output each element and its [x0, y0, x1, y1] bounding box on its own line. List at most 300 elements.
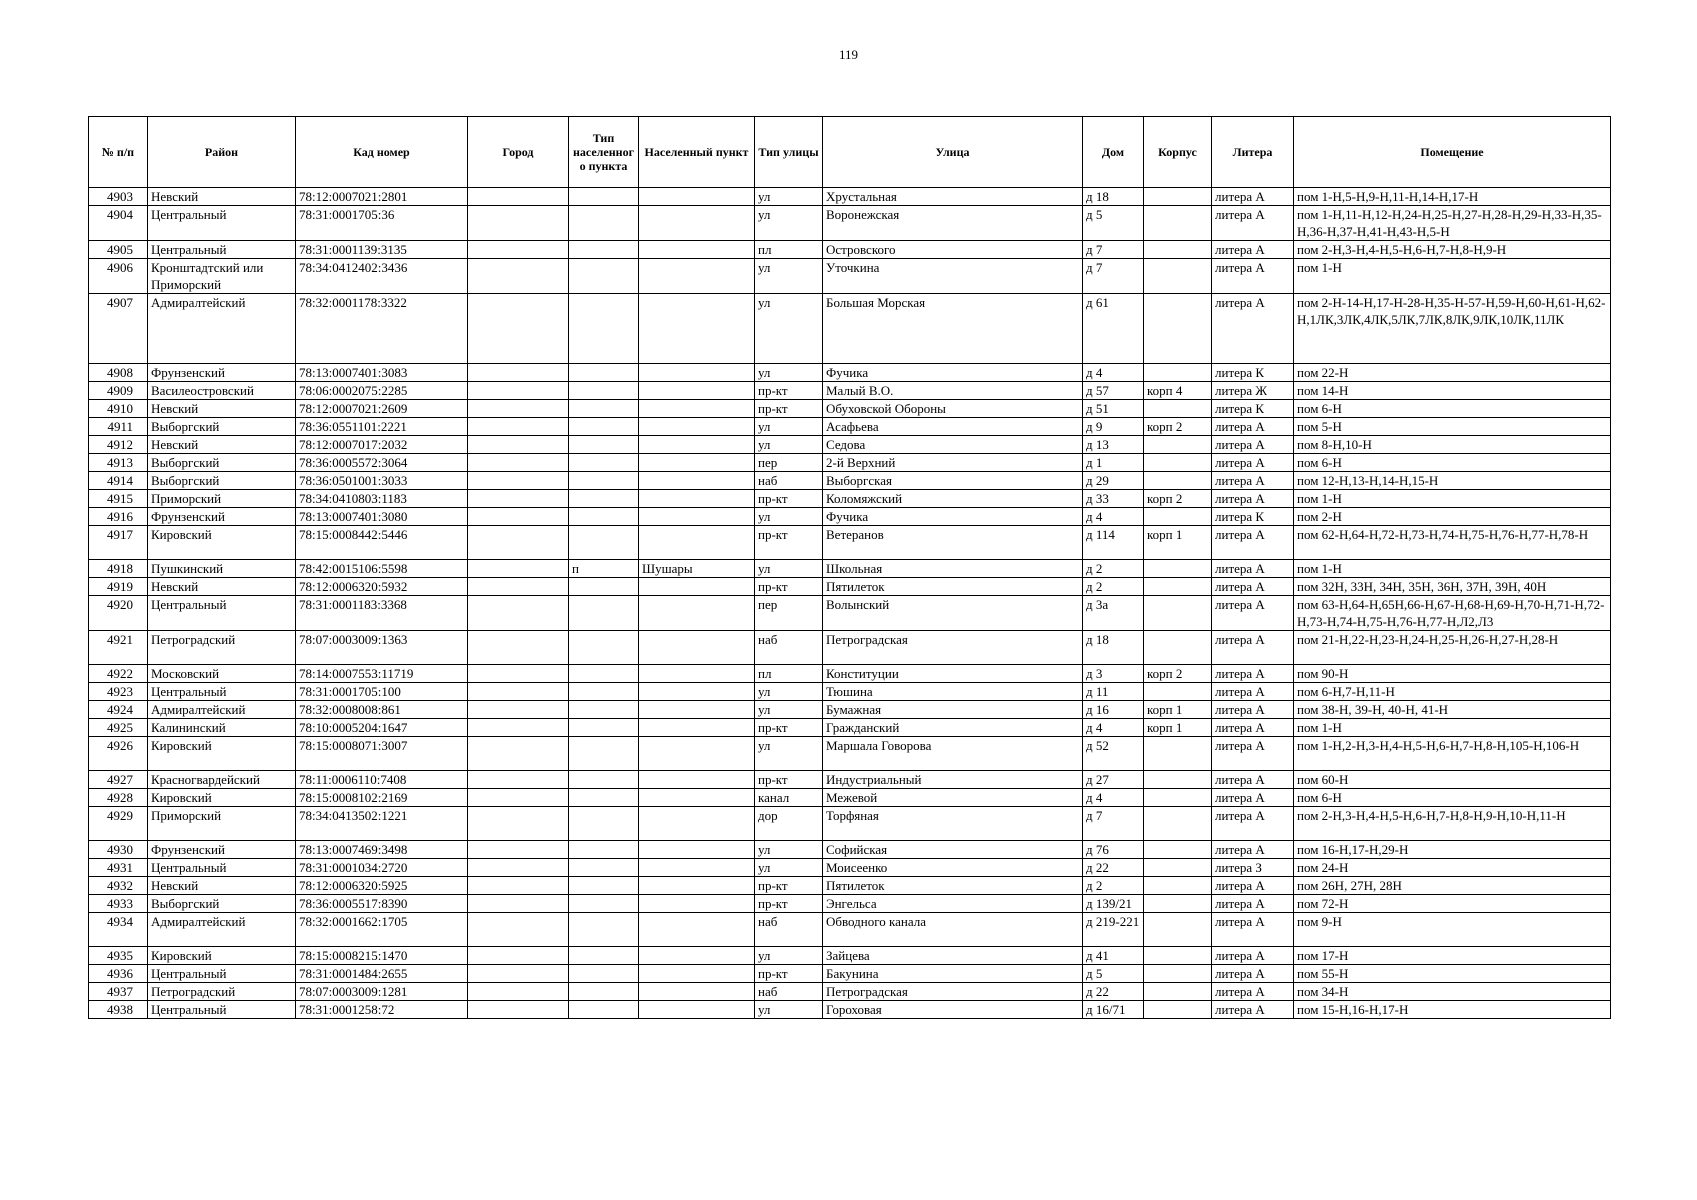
cell-cadastral-number: 78:15:0008071:3007: [296, 737, 468, 771]
cell-district: Петроградский: [148, 983, 296, 1001]
cell-letter: литера А: [1212, 737, 1294, 771]
cell-letter: литера К: [1212, 400, 1294, 418]
cell-settlement-type: [569, 259, 639, 294]
cell-street-type: ул: [755, 1001, 823, 1019]
cell-row-num: 4908: [89, 364, 148, 382]
cell-letter: литера А: [1212, 895, 1294, 913]
cell-district: Центральный: [148, 1001, 296, 1019]
cell-house: д 22: [1083, 983, 1144, 1001]
cell-row-num: 4932: [89, 877, 148, 895]
cell-premises: пом 1-Н,11-Н,12-Н,24-Н,25-Н,27-Н,28-Н,29-Н,33-Н,35-Н,36-Н,37-Н,41-Н,43-Н,5-Н: [1294, 206, 1611, 241]
cell-city: [468, 683, 569, 701]
cell-street: Школьная: [823, 560, 1083, 578]
cell-settlement: [639, 578, 755, 596]
cell-settlement: [639, 188, 755, 206]
cell-premises: пом 62-Н,64-Н,72-Н,73-Н,74-Н,75-Н,76-Н,77-Н,78-Н: [1294, 526, 1611, 560]
cell-row-num: 4907: [89, 294, 148, 364]
cell-street: Обуховской Обороны: [823, 400, 1083, 418]
cell-premises: пом 6-Н: [1294, 789, 1611, 807]
cell-street: Ветеранов: [823, 526, 1083, 560]
cell-settlement: [639, 789, 755, 807]
cell-letter: литера А: [1212, 701, 1294, 719]
cell-settlement: [639, 382, 755, 400]
cell-cadastral-number: 78:31:0001183:3368: [296, 596, 468, 631]
cell-letter: литера А: [1212, 631, 1294, 665]
table-row: [89, 436, 1611, 454]
cell-district: Невский: [148, 578, 296, 596]
cell-street-type: пр-кт: [755, 490, 823, 508]
cell-district: Адмиралтейский: [148, 294, 296, 364]
cell-cadastral-number: 78:31:0001705:100: [296, 683, 468, 701]
cell-street: Островского: [823, 241, 1083, 259]
cell-settlement-type: [569, 895, 639, 913]
cell-settlement: [639, 631, 755, 665]
cell-city: [468, 895, 569, 913]
cell-building: [1144, 508, 1212, 526]
cell-settlement: [639, 841, 755, 859]
cell-street: Гороховая: [823, 1001, 1083, 1019]
cell-settlement: [639, 526, 755, 560]
cell-building: корп 1: [1144, 526, 1212, 560]
cell-cadastral-number: 78:15:0008215:1470: [296, 947, 468, 965]
cell-house: д 18: [1083, 631, 1144, 665]
cell-settlement: [639, 895, 755, 913]
cell-district: Центральный: [148, 596, 296, 631]
table-row: [89, 859, 1611, 877]
cell-district: Фрунзенский: [148, 841, 296, 859]
cell-premises: пом 24-Н: [1294, 859, 1611, 877]
cell-row-num: 4921: [89, 631, 148, 665]
cell-cadastral-number: 78:34:0410803:1183: [296, 490, 468, 508]
cell-premises: пом 6-Н: [1294, 400, 1611, 418]
cell-street-type: пр-кт: [755, 719, 823, 737]
cell-settlement-type: [569, 436, 639, 454]
cell-row-num: 4934: [89, 913, 148, 947]
cell-house: д 57: [1083, 382, 1144, 400]
cell-row-num: 4937: [89, 983, 148, 1001]
cell-cadastral-number: 78:42:0015106:5598: [296, 560, 468, 578]
cell-district: Фрунзенский: [148, 364, 296, 382]
cell-letter: литера А: [1212, 983, 1294, 1001]
cell-district: Центральный: [148, 965, 296, 983]
cell-premises: пом 14-Н: [1294, 382, 1611, 400]
cell-settlement-type: [569, 418, 639, 436]
cell-district: Адмиралтейский: [148, 913, 296, 947]
cell-settlement: [639, 1001, 755, 1019]
cell-street-type: ул: [755, 701, 823, 719]
cell-street: Фучика: [823, 364, 1083, 382]
cell-house: д 4: [1083, 508, 1144, 526]
cell-district: Кировский: [148, 789, 296, 807]
cell-cadastral-number: 78:32:0001662:1705: [296, 913, 468, 947]
cell-cadastral-number: 78:06:0002075:2285: [296, 382, 468, 400]
cell-row-num: 4920: [89, 596, 148, 631]
cell-settlement-type: [569, 1001, 639, 1019]
cell-house: д 76: [1083, 841, 1144, 859]
cell-street-type: ул: [755, 294, 823, 364]
cell-street-type: канал: [755, 789, 823, 807]
cell-street-type: наб: [755, 631, 823, 665]
cell-house: д 1: [1083, 454, 1144, 472]
cell-letter: литера Ж: [1212, 382, 1294, 400]
cell-district: Выборгский: [148, 454, 296, 472]
cell-cadastral-number: 78:31:0001258:72: [296, 1001, 468, 1019]
cell-district: Кировский: [148, 737, 296, 771]
cell-row-num: 4909: [89, 382, 148, 400]
table-row: [89, 508, 1611, 526]
cell-letter: литера А: [1212, 913, 1294, 947]
cell-row-num: 4933: [89, 895, 148, 913]
header-house: Дом: [1083, 117, 1144, 188]
cell-settlement: [639, 701, 755, 719]
cell-settlement-type: [569, 526, 639, 560]
table-row: [89, 526, 1611, 560]
cell-city: [468, 789, 569, 807]
cell-street: Энгельса: [823, 895, 1083, 913]
cell-district: Невский: [148, 436, 296, 454]
cell-settlement: [639, 807, 755, 841]
cell-street-type: ул: [755, 841, 823, 859]
cell-city: [468, 983, 569, 1001]
cell-premises: пом 1-Н,5-Н,9-Н,11-Н,14-Н,17-Н: [1294, 188, 1611, 206]
cell-building: [1144, 596, 1212, 631]
table-row: [89, 188, 1611, 206]
cell-house: д 13: [1083, 436, 1144, 454]
cell-city: [468, 737, 569, 771]
cell-district: Приморский: [148, 490, 296, 508]
cell-settlement: [639, 683, 755, 701]
cell-city: [468, 560, 569, 578]
cell-street: Большая Морская: [823, 294, 1083, 364]
cell-cadastral-number: 78:34:0412402:3436: [296, 259, 468, 294]
cell-district: Выборгский: [148, 895, 296, 913]
cell-premises: пом 2-Н-14-Н,17-Н-28-Н,35-Н-57-Н,59-Н,60-Н,61-Н,62-Н,1ЛК,3ЛК,4ЛК,5ЛК,7ЛК,8ЛК,9ЛК,10ЛК,11ЛК: [1294, 294, 1611, 364]
cell-settlement: [639, 665, 755, 683]
cell-street-type: ул: [755, 259, 823, 294]
cell-letter: литера А: [1212, 965, 1294, 983]
cell-premises: пом 17-Н: [1294, 947, 1611, 965]
header-settlement-type: Тип населенного пункта: [569, 117, 639, 188]
cell-premises: пом 90-Н: [1294, 665, 1611, 683]
cell-district: Калининский: [148, 719, 296, 737]
cell-settlement-type: [569, 631, 639, 665]
cell-district: Пушкинский: [148, 560, 296, 578]
table-row: [89, 771, 1611, 789]
cell-house: д 18: [1083, 188, 1144, 206]
premises-table: [88, 116, 1611, 1019]
cell-city: [468, 508, 569, 526]
cell-building: [1144, 947, 1212, 965]
cell-row-num: 4935: [89, 947, 148, 965]
cell-settlement-type: [569, 913, 639, 947]
cell-house: д 5: [1083, 206, 1144, 241]
cell-street: Бакунина: [823, 965, 1083, 983]
page-number: 119: [838, 47, 859, 62]
cell-row-num: 4929: [89, 807, 148, 841]
cell-district: Невский: [148, 188, 296, 206]
cell-premises: пом 12-Н,13-Н,14-Н,15-Н: [1294, 472, 1611, 490]
cell-street-type: ул: [755, 508, 823, 526]
cell-settlement-type: п: [569, 560, 639, 578]
cell-house: д 7: [1083, 259, 1144, 294]
cell-row-num: 4927: [89, 771, 148, 789]
cell-premises: пом 15-Н,16-Н,17-Н: [1294, 1001, 1611, 1019]
cell-building: [1144, 913, 1212, 947]
cell-settlement-type: [569, 947, 639, 965]
cell-city: [468, 665, 569, 683]
cell-settlement-type: [569, 364, 639, 382]
cell-house: д 9: [1083, 418, 1144, 436]
cell-street-type: пр-кт: [755, 578, 823, 596]
cell-settlement: [639, 400, 755, 418]
cell-settlement: [639, 859, 755, 877]
cell-district: Фрунзенский: [148, 508, 296, 526]
cell-settlement-type: [569, 877, 639, 895]
cell-city: [468, 364, 569, 382]
cell-row-num: 4913: [89, 454, 148, 472]
cell-cadastral-number: 78:12:0006320:5932: [296, 578, 468, 596]
cell-row-num: 4903: [89, 188, 148, 206]
cell-street-type: пр-кт: [755, 965, 823, 983]
cell-cadastral-number: 78:32:0008008:861: [296, 701, 468, 719]
table-row: [89, 913, 1611, 947]
cell-letter: литера А: [1212, 665, 1294, 683]
cell-building: [1144, 737, 1212, 771]
cell-house: д 4: [1083, 719, 1144, 737]
cell-settlement-type: [569, 508, 639, 526]
cell-building: корп 2: [1144, 418, 1212, 436]
cell-letter: литера А: [1212, 188, 1294, 206]
cell-building: [1144, 683, 1212, 701]
header-premises: Помещение: [1294, 117, 1611, 188]
header-num: № п/п: [89, 117, 148, 188]
cell-premises: пом 1-Н: [1294, 490, 1611, 508]
table-row: [89, 841, 1611, 859]
cell-building: [1144, 364, 1212, 382]
cell-cadastral-number: 78:31:0001705:36: [296, 206, 468, 241]
cell-settlement-type: [569, 683, 639, 701]
cell-street: Зайцева: [823, 947, 1083, 965]
table-row: [89, 807, 1611, 841]
header-street-type: Тип улицы: [755, 117, 823, 188]
cell-settlement: [639, 241, 755, 259]
cell-settlement-type: [569, 859, 639, 877]
table-row: [89, 947, 1611, 965]
cell-street-type: пр-кт: [755, 400, 823, 418]
table-row: [89, 1001, 1611, 1019]
cell-row-num: 4912: [89, 436, 148, 454]
cell-district: Центральный: [148, 241, 296, 259]
header-row: [89, 117, 1611, 188]
cell-city: [468, 454, 569, 472]
cell-letter: литера К: [1212, 364, 1294, 382]
cell-street-type: ул: [755, 859, 823, 877]
cell-building: корп 1: [1144, 701, 1212, 719]
cell-street-type: пер: [755, 454, 823, 472]
cell-city: [468, 596, 569, 631]
cell-district: Выборгский: [148, 472, 296, 490]
cell-settlement-type: [569, 454, 639, 472]
cell-building: корп 2: [1144, 665, 1212, 683]
cell-district: Центральный: [148, 683, 296, 701]
cell-street: Обводного канала: [823, 913, 1083, 947]
cell-street: Фучика: [823, 508, 1083, 526]
cell-cadastral-number: 78:15:0008102:2169: [296, 789, 468, 807]
cell-building: [1144, 560, 1212, 578]
cell-street-type: ул: [755, 560, 823, 578]
cell-city: [468, 241, 569, 259]
cell-building: [1144, 877, 1212, 895]
cell-city: [468, 436, 569, 454]
cell-letter: литера А: [1212, 241, 1294, 259]
cell-settlement: [639, 206, 755, 241]
cell-premises: пом 38-Н, 39-Н, 40-Н, 41-Н: [1294, 701, 1611, 719]
cell-settlement-type: [569, 382, 639, 400]
cell-building: [1144, 400, 1212, 418]
cell-house: д 16/71: [1083, 1001, 1144, 1019]
cell-cadastral-number: 78:15:0008442:5446: [296, 526, 468, 560]
cell-cadastral-number: 78:34:0413502:1221: [296, 807, 468, 841]
cell-street-type: ул: [755, 188, 823, 206]
cell-street-type: пл: [755, 665, 823, 683]
cell-street-type: пр-кт: [755, 895, 823, 913]
cell-premises: пом 16-Н,17-Н,29-Н: [1294, 841, 1611, 859]
cell-street-type: пр-кт: [755, 382, 823, 400]
header-building: Корпус: [1144, 117, 1212, 188]
cell-letter: литера А: [1212, 596, 1294, 631]
table-row: [89, 701, 1611, 719]
cell-letter: литера А: [1212, 418, 1294, 436]
cell-house: д 7: [1083, 807, 1144, 841]
cell-building: [1144, 965, 1212, 983]
cell-row-num: 4911: [89, 418, 148, 436]
table-row: [89, 400, 1611, 418]
cell-cadastral-number: 78:13:0007401:3083: [296, 364, 468, 382]
table-row: [89, 683, 1611, 701]
cell-premises: пом 63-Н,64-Н,65Н,66-Н,67-Н,68-Н,69-Н,70-Н,71-Н,72-Н,73-Н,74-Н,75-Н,76-Н,77-Н,Л2,Л3: [1294, 596, 1611, 631]
cell-city: [468, 294, 569, 364]
cell-premises: пом 32Н, 33Н, 34Н, 35Н, 36Н, 37Н, 39Н, 40Н: [1294, 578, 1611, 596]
table-row: [89, 965, 1611, 983]
table-row: [89, 665, 1611, 683]
cell-settlement: [639, 737, 755, 771]
cell-premises: пом 1-Н,2-Н,3-Н,4-Н,5-Н,6-Н,7-Н,8-Н,105-Н,106-Н: [1294, 737, 1611, 771]
cell-row-num: 4928: [89, 789, 148, 807]
cell-city: [468, 259, 569, 294]
cell-row-num: 4930: [89, 841, 148, 859]
cell-premises: пом 5-Н: [1294, 418, 1611, 436]
cell-building: [1144, 294, 1212, 364]
cell-building: [1144, 631, 1212, 665]
cell-letter: литера А: [1212, 454, 1294, 472]
cell-house: д 27: [1083, 771, 1144, 789]
cell-street: Моисеенко: [823, 859, 1083, 877]
cell-city: [468, 418, 569, 436]
cell-street: Выборгская: [823, 472, 1083, 490]
cell-premises: пом 1-Н: [1294, 259, 1611, 294]
cell-settlement-type: [569, 789, 639, 807]
cell-settlement: [639, 364, 755, 382]
cell-cadastral-number: 78:13:0007401:3080: [296, 508, 468, 526]
cell-house: д 33: [1083, 490, 1144, 508]
cell-premises: пом 2-Н: [1294, 508, 1611, 526]
cell-cadastral-number: 78:12:0007017:2032: [296, 436, 468, 454]
cell-house: д 2: [1083, 560, 1144, 578]
cell-city: [468, 807, 569, 841]
cell-settlement-type: [569, 665, 639, 683]
cell-house: д 2: [1083, 877, 1144, 895]
cell-premises: пом 2-Н,3-Н,4-Н,5-Н,6-Н,7-Н,8-Н,9-Н: [1294, 241, 1611, 259]
cell-settlement: [639, 771, 755, 789]
cell-premises: пом 22-Н: [1294, 364, 1611, 382]
cell-row-num: 4925: [89, 719, 148, 737]
cell-street: 2-й Верхний: [823, 454, 1083, 472]
cell-letter: литера А: [1212, 841, 1294, 859]
cell-letter: литера З: [1212, 859, 1294, 877]
cell-cadastral-number: 78:31:0001034:2720: [296, 859, 468, 877]
cell-row-num: 4910: [89, 400, 148, 418]
cell-settlement: [639, 259, 755, 294]
cell-letter: литера А: [1212, 490, 1294, 508]
cell-street-type: пр-кт: [755, 877, 823, 895]
cell-district: Кронштадтский или Приморский: [148, 259, 296, 294]
cell-city: [468, 206, 569, 241]
cell-street-type: дор: [755, 807, 823, 841]
cell-city: [468, 631, 569, 665]
cell-premises: пом 6-Н,7-Н,11-Н: [1294, 683, 1611, 701]
cell-building: [1144, 1001, 1212, 1019]
cell-premises: пом 26Н, 27Н, 28Н: [1294, 877, 1611, 895]
cell-building: [1144, 472, 1212, 490]
table-header: [89, 117, 1611, 188]
cell-house: д 29: [1083, 472, 1144, 490]
cell-letter: литера А: [1212, 947, 1294, 965]
cell-settlement-type: [569, 188, 639, 206]
cell-row-num: 4936: [89, 965, 148, 983]
cell-cadastral-number: 78:07:0003009:1363: [296, 631, 468, 665]
table-row: [89, 241, 1611, 259]
cell-building: [1144, 188, 1212, 206]
cell-street: Воронежская: [823, 206, 1083, 241]
cell-street-type: наб: [755, 472, 823, 490]
cell-house: д 52: [1083, 737, 1144, 771]
cell-city: [468, 526, 569, 560]
cell-settlement-type: [569, 400, 639, 418]
cell-house: д 3: [1083, 665, 1144, 683]
cell-letter: литера А: [1212, 771, 1294, 789]
cell-building: [1144, 578, 1212, 596]
cell-city: [468, 382, 569, 400]
cell-street-type: пл: [755, 241, 823, 259]
cell-building: [1144, 841, 1212, 859]
header-settlement: Населенный пункт: [639, 117, 755, 188]
cell-street: Петроградская: [823, 983, 1083, 1001]
cell-row-num: 4914: [89, 472, 148, 490]
cell-premises: пом 6-Н: [1294, 454, 1611, 472]
cell-city: [468, 472, 569, 490]
cell-street-type: пр-кт: [755, 526, 823, 560]
cell-house: д 219-221: [1083, 913, 1144, 947]
cell-street: Волынский: [823, 596, 1083, 631]
cell-street-type: пр-кт: [755, 771, 823, 789]
cell-settlement: Шушары: [639, 560, 755, 578]
cell-premises: пом 2-Н,3-Н,4-Н,5-Н,6-Н,7-Н,8-Н,9-Н,10-Н,11-Н: [1294, 807, 1611, 841]
cell-row-num: 4938: [89, 1001, 148, 1019]
cell-settlement-type: [569, 719, 639, 737]
cell-row-num: 4915: [89, 490, 148, 508]
cell-settlement: [639, 913, 755, 947]
table-row: [89, 596, 1611, 631]
